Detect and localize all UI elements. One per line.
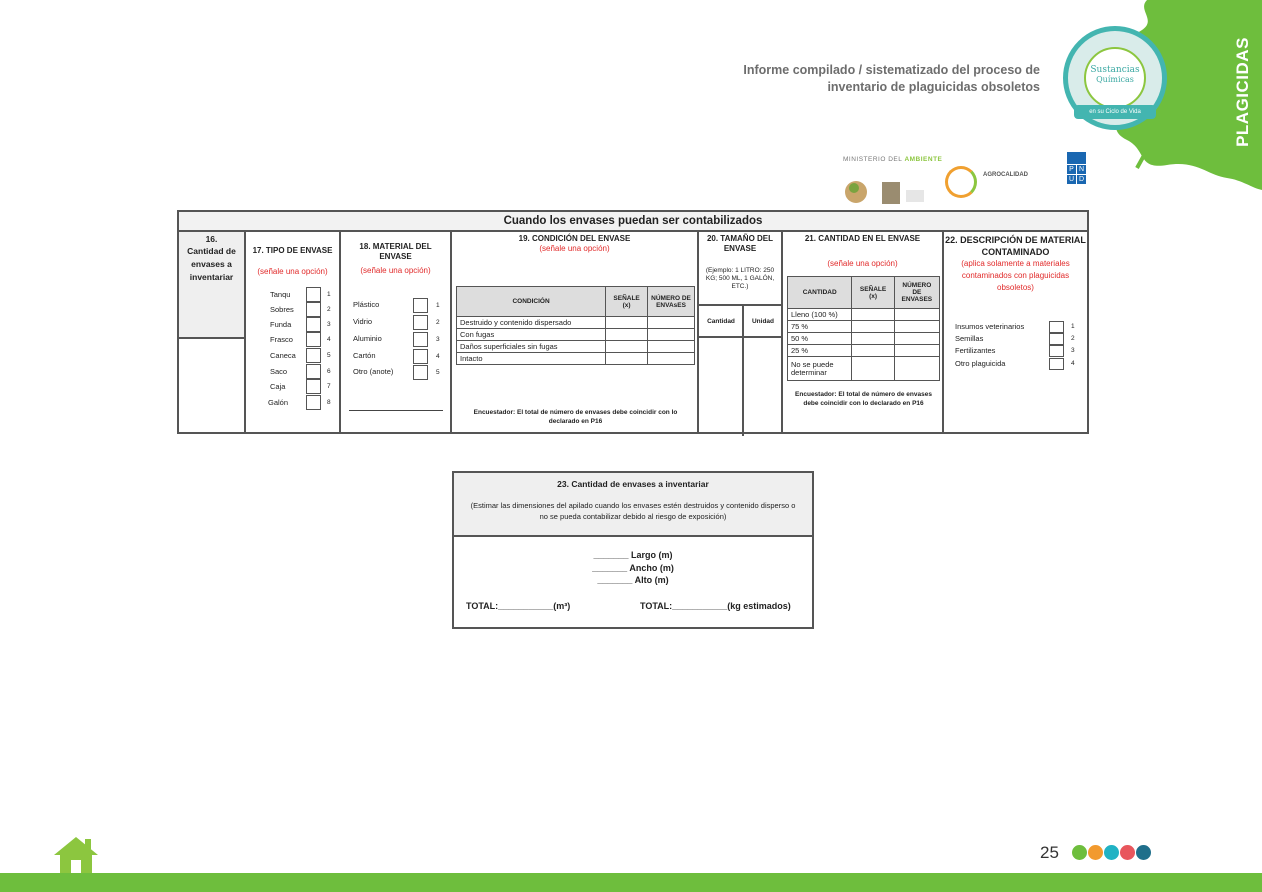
column-16-number: 16. xyxy=(205,234,218,244)
column-20-header: 20. TAMAÑO DEL ENVASE xyxy=(706,234,774,253)
undp-letter: U xyxy=(1068,176,1075,183)
count-cell[interactable] xyxy=(648,341,695,353)
dot-icon xyxy=(1088,845,1103,860)
estimate-box xyxy=(452,471,814,629)
table-row xyxy=(788,309,940,321)
column-20 xyxy=(699,232,783,432)
count-cell[interactable] xyxy=(648,329,695,341)
condition-label: Con fugas xyxy=(457,329,606,341)
option-code: 8 xyxy=(327,399,331,406)
undp-letter: P xyxy=(1067,165,1076,174)
column-19-note: (señale una opción) xyxy=(539,244,610,253)
column-21-header: 21. CANTIDAD EN EL ENVASE xyxy=(804,234,921,243)
option-label: Frasco xyxy=(270,335,293,344)
option-label: Tanqu xyxy=(270,290,291,299)
ecuador-emblem-icon xyxy=(842,174,932,206)
partner-logos xyxy=(840,152,1090,210)
option-checkbox[interactable] xyxy=(413,315,428,330)
quantity-label: No se puede determinar xyxy=(788,357,852,381)
column-22 xyxy=(944,232,1087,432)
quantity-label: 25 % xyxy=(788,345,852,357)
column-22-note: (aplica solamente a materiales contaminados con plaguicidas obsoletos) xyxy=(961,259,1070,292)
option-checkbox[interactable] xyxy=(306,395,321,410)
option-label: Saco xyxy=(270,367,288,376)
option-label: Caja xyxy=(270,382,286,391)
alto-field[interactable]: _______ Alto (m) xyxy=(597,575,669,585)
sustancias-quimicas-seal xyxy=(1063,26,1167,130)
column-21-note: (señale una opción) xyxy=(827,259,898,268)
count-cell[interactable] xyxy=(894,357,939,381)
logo-min-bold: AMBIENTE xyxy=(904,156,943,163)
option-code: 1 xyxy=(327,291,331,298)
quantity-label: 50 % xyxy=(788,333,852,345)
option-label: Vidrio xyxy=(353,317,373,326)
column-18-note: (señale una opción) xyxy=(360,266,431,275)
col-senale: SEÑALE (x) xyxy=(852,277,894,309)
dot-icon xyxy=(1136,845,1151,860)
option-checkbox[interactable] xyxy=(1049,345,1064,357)
count-cell[interactable] xyxy=(648,317,695,329)
column-21 xyxy=(783,232,944,432)
column-21-footnote: Encuestador: El total de número de envases debe coincidir con lo declarado en P16 xyxy=(795,391,932,407)
option-code: 1 xyxy=(1071,323,1075,330)
table-row xyxy=(788,345,940,357)
undp-emblem-icon xyxy=(1067,152,1086,164)
ministerio-ambiente-logo xyxy=(843,156,942,163)
option-code: 5 xyxy=(436,369,440,376)
option-code: 2 xyxy=(327,306,331,313)
estimate-box-header xyxy=(454,473,812,537)
report-title-line2: inventario de plaguicidas obsoletos xyxy=(827,80,1040,94)
table-row xyxy=(788,333,940,345)
dimensions xyxy=(454,549,812,587)
option-label: Cartón xyxy=(353,351,376,360)
option-label: Insumos veterinarios xyxy=(955,322,1025,331)
quantity-table xyxy=(787,276,940,381)
option-label: Aluminio xyxy=(353,334,382,343)
option-label: Otro plaguicida xyxy=(955,359,1006,368)
page-number: 25 xyxy=(1040,843,1059,862)
option-code: 2 xyxy=(436,319,440,326)
mark-cell[interactable] xyxy=(852,333,894,345)
report-title-line1: Informe compilado / sistematizado del proceso de xyxy=(743,63,1040,77)
count-cell[interactable] xyxy=(894,321,939,333)
mark-cell[interactable] xyxy=(852,321,894,333)
option-checkbox[interactable] xyxy=(413,349,428,364)
option-checkbox[interactable] xyxy=(306,317,321,332)
table-row xyxy=(457,329,695,341)
dot-icon xyxy=(1104,845,1119,860)
column-19-footnote: Encuestador: El total de número de envases debe coincidir con lo declarado en P16 xyxy=(473,409,678,425)
option-code: 1 xyxy=(436,302,440,309)
column-17-note: (señale una opción) xyxy=(257,267,328,276)
mark-cell[interactable] xyxy=(606,317,648,329)
table-row xyxy=(457,353,695,365)
option-checkbox[interactable] xyxy=(1049,358,1064,370)
column-16-label: Cantidad de envases a inventariar xyxy=(187,246,236,282)
undp-letter: D xyxy=(1078,176,1085,183)
column-16 xyxy=(179,232,246,432)
option-label: Galón xyxy=(268,398,289,407)
mark-cell[interactable] xyxy=(606,353,648,365)
option-label: Fertilizantes xyxy=(955,346,996,355)
option-checkbox[interactable] xyxy=(1049,333,1064,345)
option-code: 4 xyxy=(327,336,331,343)
condition-label: Intacto xyxy=(457,353,606,365)
footer-bar xyxy=(0,873,1262,892)
mark-cell[interactable] xyxy=(852,309,894,321)
other-write-in-line[interactable] xyxy=(349,410,443,411)
undp-letter: N xyxy=(1078,166,1085,173)
option-label: Plástico xyxy=(353,300,380,309)
column-20-subheader xyxy=(699,304,781,338)
undp-logo xyxy=(1067,152,1087,192)
mark-cell[interactable] xyxy=(852,345,894,357)
column-18-header: 18. MATERIAL DEL ENVASE xyxy=(359,242,432,261)
option-checkbox[interactable] xyxy=(413,365,428,380)
column-17-header: 17. TIPO DE ENVASE xyxy=(252,246,333,255)
unidad-input[interactable] xyxy=(744,340,781,432)
col-cantidad: Cantidad xyxy=(707,318,735,325)
option-checkbox[interactable] xyxy=(413,298,428,313)
col-unidad: Unidad xyxy=(751,318,775,325)
total-volume-field[interactable]: TOTAL:___________(m³) xyxy=(466,601,571,611)
column-17 xyxy=(246,232,341,432)
column-16-answer[interactable] xyxy=(179,339,244,432)
home-icon[interactable] xyxy=(52,835,100,875)
logo-min-prefix: MINISTERIO DEL xyxy=(843,156,903,163)
ancho-field[interactable]: _______ Ancho (m) xyxy=(592,562,674,573)
option-code: 4 xyxy=(436,353,440,360)
option-code: 4 xyxy=(1071,360,1075,367)
option-code: 7 xyxy=(327,383,331,390)
column-20-example: (Ejemplo: 1 LITRO: 250 KG; 500 ML, 1 GALÓN, ETC.) xyxy=(705,267,775,290)
option-code: 3 xyxy=(327,321,331,328)
mark-cell[interactable] xyxy=(852,357,894,381)
total-weight-field[interactable]: TOTAL:___________(kg estimados) xyxy=(640,601,791,611)
estimate-heading: 23. Cantidad de envases a inventariar xyxy=(557,479,709,489)
option-code: 3 xyxy=(1071,347,1075,354)
containers-table xyxy=(177,210,1089,434)
seal-ring-text: en su Ciclo de Vida xyxy=(1074,105,1156,119)
count-cell[interactable] xyxy=(894,333,939,345)
option-code: 6 xyxy=(327,368,331,375)
report-title xyxy=(743,62,1040,96)
option-code: 3 xyxy=(436,336,440,343)
option-label: Semillas xyxy=(955,334,984,343)
option-checkbox[interactable] xyxy=(306,364,321,379)
table-row xyxy=(457,317,695,329)
option-checkbox[interactable] xyxy=(306,287,321,302)
table-row xyxy=(788,321,940,333)
largo-field[interactable]: _______ Largo (m) xyxy=(593,550,673,560)
col-condicion: CONDICIÓN xyxy=(457,287,606,317)
condition-label: Destruido y contenido dispersado xyxy=(457,317,606,329)
option-checkbox[interactable] xyxy=(413,332,428,347)
table-row xyxy=(788,357,940,381)
column-16-header xyxy=(179,232,244,339)
option-checkbox[interactable] xyxy=(306,348,321,363)
col-senale: SEÑALE (x) xyxy=(606,287,648,317)
quantity-label: 75 % xyxy=(788,321,852,333)
option-label: Otro (anote) xyxy=(353,367,394,376)
option-code: 2 xyxy=(1071,335,1075,342)
seal-word2: Químicas xyxy=(1096,75,1134,84)
quantity-label: Lleno (100 %) xyxy=(788,309,852,321)
agrocalidad-text: AGROCALIDAD xyxy=(983,172,1028,178)
option-label: Sobres xyxy=(270,305,294,314)
col-numero: NÚMERO DE ENVASES xyxy=(894,277,939,309)
table-row xyxy=(457,341,695,353)
agrocalidad-logo xyxy=(945,166,1040,200)
column-19-header: 19. CONDICIÓN DEL ENVASE xyxy=(518,234,631,243)
dot-icon xyxy=(1072,845,1087,860)
option-code: 5 xyxy=(327,352,331,359)
seal-inner xyxy=(1084,47,1146,109)
option-checkbox[interactable] xyxy=(306,332,321,347)
condition-table xyxy=(456,286,695,365)
col-cantidad: CANTIDAD xyxy=(788,277,852,309)
column-18 xyxy=(341,232,452,432)
section-label-text: PLAGICIDAS xyxy=(1233,37,1252,147)
count-cell[interactable] xyxy=(648,353,695,365)
option-checkbox[interactable] xyxy=(306,302,321,317)
col-numero: NÚMERO DE ENVAsES xyxy=(648,287,695,317)
column-19 xyxy=(452,232,699,432)
estimate-description: (Estimar las dimensiones del apilado cuando los envases estén destruidos y contenido disperso o no se pueda contabilizar debido al riesgo de exposición) xyxy=(470,501,796,521)
option-label: Funda xyxy=(270,320,292,329)
count-cell[interactable] xyxy=(894,309,939,321)
option-label: Caneca xyxy=(270,351,296,360)
dot-icon xyxy=(1120,845,1135,860)
seal-word1: Sustancias xyxy=(1090,65,1140,75)
count-cell[interactable] xyxy=(894,345,939,357)
mark-cell[interactable] xyxy=(606,329,648,341)
cantidad-input[interactable] xyxy=(699,340,741,432)
condition-label: Daños superficiales sin fugas xyxy=(457,341,606,353)
agrocalidad-circle-icon xyxy=(945,166,977,198)
option-checkbox[interactable] xyxy=(306,379,321,394)
section-label xyxy=(1230,37,1258,150)
table-title: Cuando los envases puedan ser contabilizados xyxy=(179,212,1087,232)
mark-cell[interactable] xyxy=(606,341,648,353)
column-22-header: 22. DESCRIPCIÓN DE MATERIAL CONTAMINADO xyxy=(945,235,1086,257)
option-checkbox[interactable] xyxy=(1049,321,1064,333)
